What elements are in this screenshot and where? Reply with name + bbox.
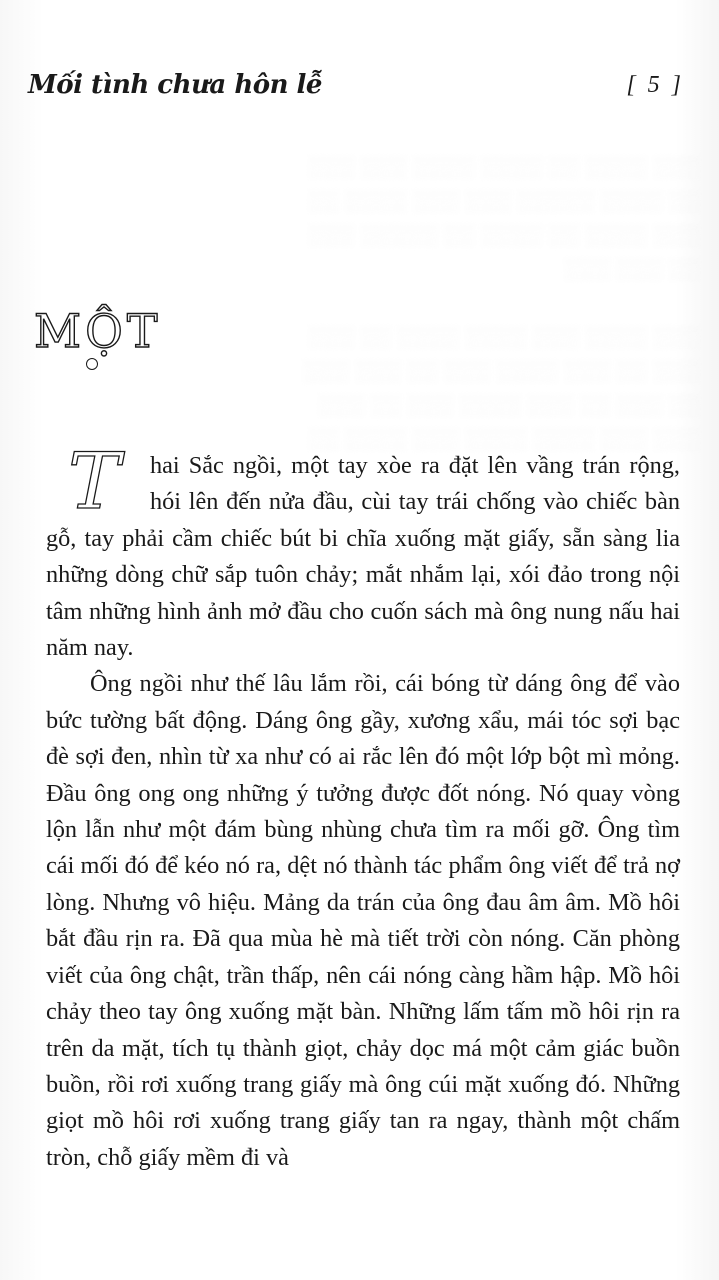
chapter-heading bbox=[34, 306, 162, 374]
reverse-side-show-through: ░░░ ░░░░ ░░ ░░░░ ░░░░ ░░░ ░░░ ░░ ░░░░ ░░░░░ ░░░ ░░░ ░░░░ ░░ ░░░ ░░░░ ░░ ░░░░ ░░ ░░░░░ ░░░ ░░ ░░░ ░░░ ░░░ ░░░░ ░░░ ░░░░ ░░░░ ░░ ░░░ ░░░ ░░ ░░░ ░░░░ ░░░ ░░ ░░░ ░░░ ░░ ░░░ ░░ ░░░ ░░░░ ░░░ ░░ ░░░ ░░░ ░░░ ░░░░ ░░░░ ░░░ ░░░░ ░░ bbox=[303, 154, 700, 451]
running-header bbox=[28, 70, 688, 110]
running-title: Mối tình chưa hôn lễ bbox=[28, 70, 322, 100]
ornament-circle-icon bbox=[86, 358, 98, 370]
paragraph bbox=[46, 437, 680, 666]
body-text bbox=[46, 437, 680, 1176]
drop-cap: T bbox=[68, 437, 121, 527]
paragraph-text: hai Sắc ngồi, một tay xòe ra đặt lên vầng trán rộng, hói lên đến nửa đầu, cùi tay trái chống vào chiếc bàn gỗ, tay phải cầm chiếc bút bi chĩa xuống mặt giấy, sẵn sàng lia những dòng chữ sắp tuôn chảy; mắt nhắm lại, xói đảo trong nội tâm những hình ảnh mở đầu cho cuốn sách mà ông nung nấu hai năm nay. bbox=[46, 452, 680, 662]
chapter-title: MỘT bbox=[34, 304, 162, 358]
page-number: [ 5 ] bbox=[626, 72, 684, 98]
paragraph: Ông ngồi như thế lâu lắm rồi, cái bóng từ dáng ông để vào bức tường bất động. Dáng ông gầy, xương xẩu, mái tóc sợi bạc đè sợi đen, nhìn từ xa như có ai rắc lên đó một lớp bột mì mỏng. Đầu ông ong ong những ý tưởng được đốt nóng. Nó quay vòng lộn lẫn như một đám bùng nhùng chưa tìm ra mối gỡ. Ông tìm cái mối đó để kéo nó ra, dệt nó thành tác phẩm ông viết để trả nợ lòng. Nhưng vô hiệu. Mảng da trán của ông đau âm âm. Mồ hôi bắt đầu rịn ra. Đã qua mùa hè mà tiết trời còn nóng. Căn phòng viết của ông chật, trần thấp, nên cái nóng càng hầm hập. Mồ hôi chảy theo tay ông xuống mặt bàn. Những lấm tấm mồ hôi rịn ra trên da mặt, tích tụ thành giọt, chảy dọc má một cảm giác buồn buồn, rồi rơi xuống trang giấy mà ông cúi mặt xuống đó. Những giọt mồ hôi rơi xuống trang giấy tan ra ngay, thành một chấm tròn, chỗ giấy mềm đi và bbox=[46, 670, 680, 1171]
